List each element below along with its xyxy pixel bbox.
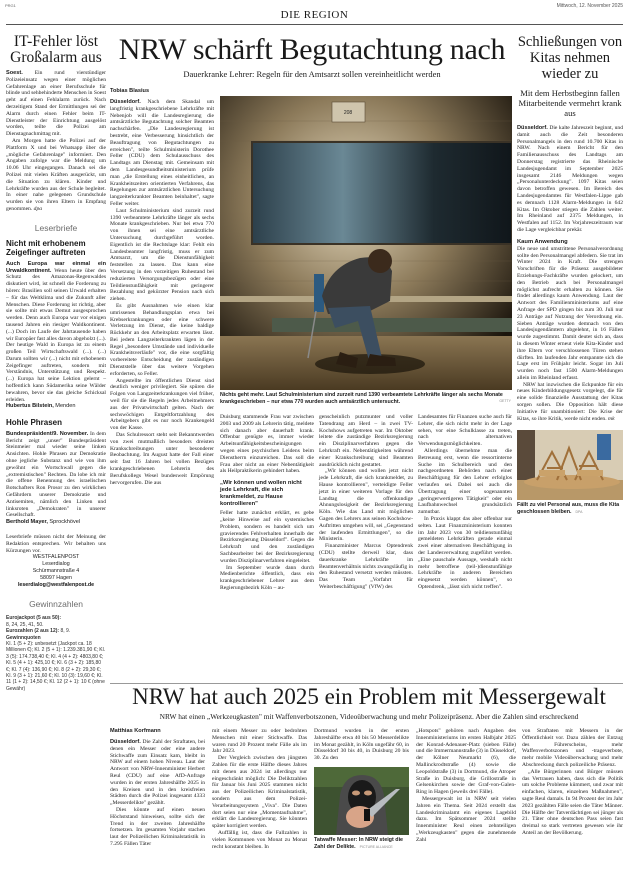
letter-2 [6,418,106,526]
letter-title: Hohle Phrasen [6,418,63,428]
section-subheading: Kaum Anwendung [517,238,568,245]
svg-text:208: 208 [343,110,353,116]
letter-title: Nicht mit erhobenem Zeigefinger auftreten [6,238,86,258]
kita-subhead: Mit dem Herbstbeginn fallen Mitarbeitende vermehrt krank aus [518,88,622,118]
photo-caption: Fällt zu viel Personal aus, muss die Kita geschlossen bleiben. DPA [517,502,620,516]
letter-author: Hubertus Bilstein, Menden [6,403,76,410]
issue-date: Mittwoch, 12. November 2025 [556,3,623,9]
editorial-address: WESTFALENPOST Leserdialog Schürmannstraße 4 58097 Hagen leserdialog@westfalenpost.de [6,554,106,589]
dateline: Düsseldorf. [517,125,548,131]
main-subhead: Dauerkranke Lehrer: Regeln für den Amtsarzt sollen vereinheitlicht werden [183,69,441,79]
classroom-photo [220,96,512,390]
agency-tag: dpa [33,205,43,212]
photo-credit: PICTURE ALLIANCE [359,844,393,849]
main-headline: NRW schärft Begutachtung nach [118,33,506,66]
page-code: PRG1 [5,3,16,8]
left-column [6,34,106,692]
photo-credit: DPA [575,510,583,515]
photo-credit: GETTY [499,399,511,403]
letter-text: Bundespräsident/9. November. In dem Bericht zeigt „unser" Bundespräsident Steinmeier mal wieder seine linken Ansichten. Hohle Phrasen zur Demokratie ohne jegliche Substanz und wie von ihm gewöhnt ein Wortschwall gegen die „extremistischen" Rechten. Da lobe ich mir die offene Benennung des israelischen Botschafters Ron Prosor zu den wirklichen Gefährdern unserer Demokratie und Antisemiten, nämlich den Linken und linksroten „Demokraten" in unserer Gesellschaft. [6,430,106,519]
section-title: DIE REGION [280,9,349,21]
bottom-article-column-4: „Hotspots" gehören nach Angaben des Innenministeriums im ersten Halbjahr 2025 der Konrad-Adenauer-Platz (sieben Fälle) und die Immermannstraße (3) in Düsseldorf, der Kölner Neumarkt (6), die Mallinckrodtstraße (4) sowie die Leopoldstraße (3) in Dortmund, die Atroper Straße in Duisburg, die Grillostraße in Gelsenkirchen sowie der Graf-von-Galen-Ring in Hagen (jeweils drei Fälle). Messergewalt ist in NRW seit vielen Jahren ein Thema. Seit 2024 erstellt das Landeskriminalamt ein eigenes Lagebild dazu. Im Spätsommer 2024 stellte Innenminister Reul einen zehnteiligen „Werkzeugkasten" gegen die zunehmende Zahl [416,728,516,843]
header-divider [6,24,623,25]
brief-kicker: Soest. [6,70,23,76]
main-article-column-2: Duisburg stammende Frau war zwischen 2003 und 2009 als Lehrerin tätig, meldete sich danach aber dauerhaft krank. Offenbar genügte es, immer wieder Arbeitsunfähigkeitsbescheinigungen wegen eines psychischen Leidens beim Dienstherrn einzureichen. Das soll die Frau aber nicht an einer Nebentätigkeit als Heilpraktikerin gehindert haben. „Wir können und wollen nicht jede Lehrkraft, die sich krankmeldet, zu Hause kontrollieren" Feller hatte zunächst erklärt, es gebe „keine Hinweise auf ein systemisches Problem, sondern es handelt sich um gravierendes Fehlverhalten innerhalb der Bezirksregierung Düsseldorf". Gegen die Lehrkraft und den zuständigen Sachbearbeiter bei der Bezirksregierung wurden Disziplinarverfahren eingeleitet. Im September wurde dann durch Medienberichte öffentlich, dass ein krankgeschriebener Lehrer aus dem Regierungsbezirk Köln – au- [220,414,314,591]
byline: Matthias Korfmann [110,728,161,734]
photo-caption: Nichts geht mehr. Laut Schulministerium sind zurzeit rund 1390 verbeamtete Lehrkräfte länger als sechs Monate krankgeschrieben – nur etwa 770 wurden auch amtsärztlich untersucht. [220,392,503,405]
letter-1 [6,239,106,411]
kita-chairs-photo [517,430,623,500]
byline: Tobias Blasius [110,88,150,94]
agency-tag: mk [608,415,615,422]
knife-photo [314,767,409,835]
masked-man-with-knife-image [314,767,409,835]
brief-paragraph: Soest. Ein rund vierstündiger Polizeieinsatz wegen einer möglichen Gefahrenlage an einer Berufsschule für blinde und sehbehinderte Menschen in Soest geht auf einen Fehlalarm zurück. Nach derzeitigem Stand der Ermittlungen sei der Alarm durch einen Fehler beim IT-Dienstleister der Einrichtung ausgelöst worden, teilte die Polizei am Dienstagnachmittag mit. [6,70,106,138]
letters-section-label: Leserbriefe [34,222,78,233]
main-article-column-1: Tobias Blasius Düsseldorf. Nach dem Skandal um langfristig krankgeschriebene Lehrkräfte mit Nebenjob will die Landesregierung die amtsärztliche Begutachtung solcher Beamten nachschärfen. „Die Landesregierung ist bestrebt, eine Verbesserung hinsichtlich der Beauftragung von Begutachtungen zu erreichen", teilte Schulministerin Dorothee Feller (CDU) dem Schulausschuss des Landtags am Dienstag mit. Gemeinsam mit dem Landesgesundheitsministerium prüfe man „die Erstellung eines einheitlichen, an Krankheitszeiten orientierten Verfahrens, das Regelungen zur amtsärztlichen Untersuchung langzeiterkrankter Beamten beinhaltet", sagte Feller weiter. Laut Schulministerium sind zurzeit rund 1390 verbeamtete Lehrkräfte länger als sechs Monate krankgeschrieben. Nur bei etwa 770 von ihnen sei eine amtsärztliche Untersuchung durchgeführt worden. Eigentlich ist die Rechtslage klar: Fehlt ein Landesbeamter langfristig, muss er zum Amtsarzt, um die Dienstunfähigkeit feststellen zu lassen. Das kann eine Versetzung in den vorzeitigen Ruhestand bei reduzierten Versorgungsbezügen oder eine Teildienstunfähigkeit mit geringerer Bezahlung und gekürzter Pension nach sich ziehen. Es gibt Ausnahmen wie einen klar umrissenen Behandlungsplan etwa bei Krebserkrankungen oder eine schwere Verletzung im Dienst, die keine baldige Rückkehr an den Arbeitsplatz erwarten lässt. Bei jedem Langzeiterkrankten lägen in der Regel „besondere Umstände und individuelle Krankheitsverläufe" vor, die eine sorgfältig vorbereitete Entscheidung der zuständigen Dienststelle über das weitere Vorgehen erforderten, so Feller. Angestellte im öffentlichen Dienst sind deutlich weniger privilegiert. Sie spüren die Folgen von Langzeiterkrankungen viel früher, weil für sie die Regeln jedes Arbeitnehmers aus der Privatwirtschaft gelten. Nach der sechswöchigen Entgeltfortzahlung des Arbeitgebers gibt es nur noch Krankengeld von der Kasse. Das Schulressort steht seit Bekanntwerden von zwei mutmaßlich besonders dreisten Krankschreibungen unter besonderer Beobachtung. Im August hatte der Fall einer seit fast 16 Jahren bei vollen Bezügen krankgeschriebenen Lehrerin des Berufskollegs Wesel bundesweit Empörung hervorgerufen. Die aus [110,88,214,486]
letter-author: Berthold Mayer, Sprockhövel [6,519,81,526]
stacked-chairs-image [517,430,623,500]
teacher-in-classroom-image [220,96,512,390]
lottery-section-label: Gewinnzahlen [29,599,83,610]
bottom-article-column-2: mit einem Messer zu oder bedrohten Menschen mit einer Stichwaffe. Das waren rund 20 Prozent mehr Fälle als im Jahr 2023. Der Vergleich zwischen den jüngsten Zahlen für die erste Hälfte dieses Jahres mit denen aus 2024 ist allerdings nur eingeschränkt möglich: Die Deliktzahlen für Januar bis Juni 2025 stammen nicht aus der Polizeilichen Kriminalstatistik, sondern aus dem Polizei-Verarbeitungssystem „Viva". Die Daten dort seien nur eine „Momentaufnahme", erklärt die Landesregierung. Sie könnten später korrigiert werden. Auffällig ist, dass die Fallzahlen in vielen Kommunen von Monat zu Monat recht konstant bleiben. In [212,728,307,850]
main-article-column-3: genscheinlich putzmunter und voller Tatendrang am Herd – in zwei TV-Kochshows aufgetreten war. Im Oktober leitete die zuständige Bezirksregierung ein Disziplinarverfahren gegen die Lehrkraft ein. Nebentätigkeiten während einer Krankschreibung sind Beamten ausdrücklich nicht gestattet. „Wir können und wollen jetzt nicht jede Lehrkraft, die sich krankmeldet, zu Hause kontrollieren", verteidigte Feller jetzt in einer weiteren Vorlage für den Landtag die offenkundige Ahnungslosigkeit der Bezirksregierung Köln. Wie das Land mit möglichen Gagen des Lehrers aus seinen Kochshow-Auftritten umgehen will, sei „Gegenstand der laufenden Ermittlungen", so die Ministerin. Finanzminister Marcus Optendrenk (CDU) stellte derweil klar, dass dauerkranke Lehrkräfte im Beamtenverhältnis nichts zwangsläufig in den Ruhestand versetzt werden müssten. Das Team „Vorfahrt für Weiterbeschäftigung" (VfW) des [319,414,413,590]
bottom-article-column-1: Matthias Korfmann Düsseldorf. Die Zahl der Straftaten, bei denen ein Messer oder eine andere Stichwaffe zum Einsatz kam, bleibt in NRW auf einem hohen Niveau. Laut der Antwort von NRW-Innenminister Herbert Reul (CDU) auf eine AfD-Anfrage wurden in der ersten Jahreshälfte 2025 in den Kreisen und in den kreisfreien Städten durch die Polizei insgesamt 4333 „Messerdelikte" gezählt. Dies könnte auf einen neuen Höchststand hinweisen, sollte sich der Trend in der zweiten Jahreshälfte fortsetzen. Im gesamten Vorjahr stachen laut der Polizeilichen Kriminalstatistik in 7.295 Fällen Täter [110,728,205,847]
bottom-subhead: NRW hat einen „Werkzeugkasten" mit Waffenverbotszonen, Videoüberwachung und mehr Polizeipräsenz. Aber die Zahlen sind erschreckend [159,712,579,721]
bottom-article-column-3: Dortmund wurden in der ersten Jahreshälfte etwa 40 bis 50 Messerdelikte im Monat gezählt, in Köln ungefähr 60, in Düsseldorf 30 bis 40, in Duisburg 20 bis 30. Zu den Tatwaffe Messer: In NRW steigt die Zahl der Delikte. PICTURE ALLIANCE [314,728,409,850]
main-article-column-4: Landesamtes für Finanzen suche auch für Lehrer, die sich nicht mehr in der Lage sehen, vor eine Schulklasse zu treten, nach alternativen Verwendungsmöglichkeiten. Allerdings übernehme man die Betreuung erst, wenn die ressortinterne Suche im Schulbereich und den nachgeordneten Behörden nach einer Beschäftigung für den Lehrer erfolglos verlaufen sei. Dabei sei auch die Übertragung einer sogenannten „geringerwertigeren Tätigkeit" oder ein Laufbahnwechsel grundsätzlich zumutbar. In Praxis klappt das aber offenbar nur selten. Laut Finanzministerium konnten im Jahr 2023 von 30 teildienstunfähig gemeldeten Lehrkräften gerade einmal zwei einer alternativen Beschäftigung in der Landesverwaltung zugeführt werden. „Eine pauschale Aussage, weshalb nicht mehr betroffene (teil-)dienstunfähige Lehrkräfte in anderen Bereichen eingesetzt werden können", so Optendrenk, „lässt sich nicht treffen". [418,414,512,590]
brief-it-fehler [6,34,106,213]
lottery-results: Eurojackpot (5 aus 50): 8, 24, 25, 41, 50. Eurozahlen (2 aus 12): 8, 9. Gewinnquoten Kl. 1 (5 + 2): unbesetzt (Jackpot ca. 18 Millionen €); Kl. 2 (5 + 1): 1.239.381,90 €; Kl. 3 (5): 174.738,40 €; Kl. 4 (4 + 2): 4803,80 €; Kl. 5 (4 + 1): 425,10 €; Kl. 6 (3 + 2): 185,80 €; Kl. 7 (4): 136,90 €; Kl. 8 (2 + 2): 29,30 €; Kl. 9 (3 + 1): 21,60 €; Kl. 10 (3): 19,60 €; Kl. 11 (1 + 2): 14,50 €; Kl. 12 (2 + 1): 10 € (ohne Gewähr) [6,615,106,692]
photo-caption: Tatwaffe Messer: In NRW steigt die Zahl der Delikte. PICTURE ALLIANCE [314,836,404,850]
pull-quote: „Wir können und wollen nicht jede Lehrkraft, die sich krankmeldet, zu Hause kontrollieren" [220,480,302,508]
bottom-headline: NRW hat auch 2025 ein Problem mit Messergewalt [132,684,606,709]
brief-headline: IT-Fehler löst Großalarm aus [10,33,102,66]
kita-headline: Schließungen von Kitas nehmen wieder zu [517,34,623,82]
dateline: Düsseldorf. [110,99,141,105]
right-column: Schließungen von Kitas nehmen wieder zu Mit dem Herbstbeginn fallen Mitarbeitende vermehrt krank aus Düsseldorf. Die kalte Jahreszeit beginnt, und damit auch die Zeit besonderen Personalmangels in den rund 10.700 Kitas in NRW. Nach einem Bericht für den Familienausschuss des Landtags am Donnerstag registrierte das Rheinische Landesjugendamt im September 2025 insgesamt 2146 Meldungen wegen „Personalunterdeckung". 1097 Kitas seien davon betroffen gewesen. Im Bereich des Landesjugendamtes für Westfalen-Lippe gab es demnach 1128 Alarm-Meldungen in 642 Kitas. Im Oktober stiegen die Zahlen weiter. Im Rheinland auf 2375 Meldungen, in Westfalen auf 1152. Im Vorjahreszeitraum war die Lage vergleichbar prekär. Kaum Anwendung Die neue und umstrittene Personalverordnung sollte den Personalmangel abfedern. Sie trat im Winter 2024 in Kraft. Die strengen Vorschriften für die Präsenz ausgebildeter Erziehungs-Fachkräfte wurden gelockert, um den Betrieb auch bei Personalmangel möglichst aufrecht erhalten zu können. Sie findet allerdings kaum Anwendung. Laut der Antwort des Familienministeriums auf eine Anfrage der SPD gingen bis zum 30. Juli nur 23 Anträge auf Nutzung der Verordnung ein. Sieben Anträge wurden demnach von den Landesjugendämtern abgelehnt, in 16 Fällen wurde zugestimmt. Damit deutet sich an, dass in diesem Winter erneut viele Kita-Kinder und ihre Eltern vor verschlossenen Türen stehen dürften. Im laufenden Jahr entspannte sich die Lage erst im Frühjahr leicht. Sogar im Juli wurden noch fast 1500 Alarm-Meldungen allein im Rheinland erfasst. NRW hat inzwischen die Eckpunkte für ein neues Kinderbildungsgesetz vorgelegt, die für eine solide finanzielle Ausstattung der Kitas sorgen sollen. Die Opposition hält diese Initiative für unambitioniert: Die Krise der Kitas, so ihre Kritik, werde nicht enden. mk Fällt zu viel Personal aus, muss die Kita geschlossen bleiben. DPA [517,34,623,516]
dateline: Düsseldorf. [110,739,141,745]
bottom-article-column-5: von Straftaten mit Messern in der Öffentlichkeit vor. Dazu zählen der Entzug des Führerscheins, mehr Waffenverbotszonen und -trageverbote, mehr mobile Videoüberwachung und mehr Abschreckung durch polizeiliche Präsenz. „Alle Bürgerinnen und Bürger müssen das Vertrauen haben, dass sich die Politik um solche Probleme kümmert, und zwar mit einfachen, klaren, einzelnen Maßnahmen", sagte Reul damals. In 94 Prozent der im Jahr 2023 gezählten Fälle seien die Täter Männer. Die Hälfte der Tatverdächtigen sei jünger als 21. Täter ohne deutschen Pass seien fast dreimal so stark vertreten gewesen wie ihr Anteil an der Bevölkerung. [522,728,623,836]
brief-paragraph: Am Morgen hatte die Polizei auf der Plattform X und bei Whatsapp über die „mögliche Gefahrenlage" informiert. Den Angaben zufolge war die Meldung um 10.06 Uhr eingegangen. Danach sei die Polizei mit vielen Kräften ausgerückt, um die Situation zu klären. Kinder und Lehrkräfte wurden aus der Schule begleitet. In einer nahe gelegenen Grundschule wurden sie von ihren Eltern in Empfang genommen. dpa [6,137,106,212]
email-link[interactable]: leserdialog@westfalenpost.de [17,582,95,589]
letter-text: Auch Europa war einmal ein Urwaldkontinent. Wenn heute über den Schutz des Amazonas-Regenwaldes diskutiert wird, ist schnell die Forderung zu hören: Brasilien soll seinen Urwald erhalten – für das Weltklima und die Zukunft aller Menschen. Diese Forderung ist richtig, aber sie sollte mit etwas Demut ausgesprochen werden. Denn auch Europa war vor einigen tausend Jahren ein riesiger Waldkontinent. (...) Doch im Laufe der Jahrtausende haben wir Europäer fast alles davon abgeholzt (...). Der heutige Wald in Europa ist zu einem großen Teil Wirtschaftswald (...). (...) Darum sollten wir (...) nicht mit erhobenem Zeigefinger auftreten, sondern mit Verständnis, Unterstützung und Respekt. (...) Europa hat seine Lektion gelernt – hoffentlich kann Südamerika seine Wälder bewahren, bevor sie das gleiche Schicksal erleiden. [6,260,106,403]
letters-disclaimer: Leserbriefe müssen nicht der Meinung der Redaktion entsprechen. Wir behalten uns Kürzungen vor. [6,533,106,554]
